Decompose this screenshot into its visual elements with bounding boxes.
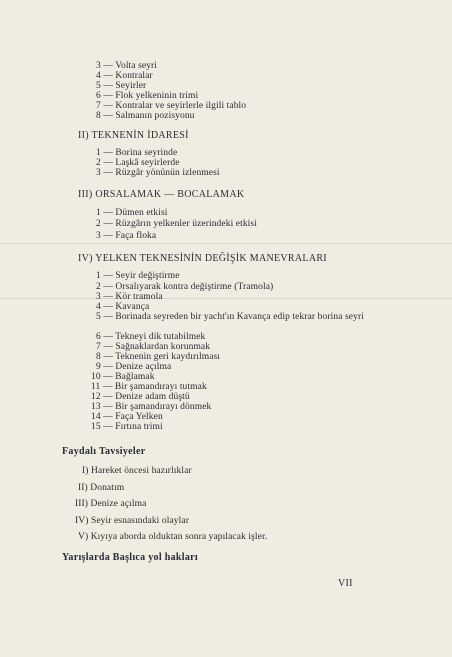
toc-item: 1 — Seyir değiştirme — [96, 271, 180, 281]
toc-item: 10 — Bağlamak — [91, 372, 155, 382]
toc-item: 3 — Rüzgâr yönünün izlenmesi — [96, 168, 220, 178]
toc-item: I) Hareket öncesi hazırlıklar — [82, 466, 192, 476]
toc-item: 5 — Borinada seyreden bir yacht'ın Kavança edip tekrar borina seyri — [96, 312, 364, 322]
section-heading: III) ORSALAMAK — BOCALAMAK — [78, 189, 245, 200]
toc-item: 3 — Faça floka — [96, 231, 157, 241]
section-heading: IV) YELKEN TEKNESİNİN DEĞİŞİK MANEVRALARI — [78, 253, 327, 264]
toc-item: III) Denize açılma — [75, 499, 147, 509]
toc-item: 6 — Tekneyi dik tutabilmek — [96, 332, 206, 342]
toc-item: 13 — Bir şamandırayı dönmek — [91, 402, 212, 412]
toc-item: 3 — Volta seyri — [96, 61, 158, 71]
toc-item: 7 — Sağnaklardan korunmak — [96, 342, 211, 352]
section-heading: Faydalı Tavsiyeler — [62, 446, 146, 457]
section-heading: II) TEKNENİN İDARESİ — [78, 130, 189, 141]
toc-item: 14 — Faça Yelken — [91, 412, 163, 422]
toc-item: V) Kıyıya aborda olduktan sonra yapılacak işler. — [78, 532, 268, 542]
toc-item: 12 — Denize adam düştü — [91, 392, 190, 402]
toc-item: II) Donatım — [78, 483, 125, 493]
toc-item: 2 — Rüzgârın yelkenler üzerindeki etkisi — [96, 219, 257, 229]
toc-item: 1 — Borina seyrinde — [96, 148, 178, 158]
toc-item: 4 — Kontralar — [96, 71, 153, 81]
toc-item: 15 — Fırtına trimi — [91, 422, 163, 432]
toc-item: 9 — Denize açılma — [96, 362, 172, 372]
toc-item: IV) Seyir esnasındaki olaylar — [75, 516, 189, 526]
section-heading: Yarışlarda Başlıca yol hakları — [62, 552, 198, 563]
toc-item: 4 — Kavança — [96, 302, 150, 312]
toc-item: 8 — Teknenin geri kaydırılması — [96, 352, 221, 362]
toc-item: 11 — Bir şamandırayı tutmak — [91, 382, 207, 392]
toc-item: 5 — Seyirler — [96, 81, 147, 91]
toc-item: 2 — Laşkâ seyirlerde — [96, 158, 180, 168]
toc-item: 7 — Kontralar ve seyirlerle ilgili tablo — [96, 101, 247, 111]
toc-item: 2 — Orsalıyarak kontra değiştirme (Tramola) — [96, 282, 274, 292]
toc-item: 3 — Kör tramola — [96, 292, 163, 302]
toc-item: 8 — Salmanın pozisyonu — [96, 111, 195, 121]
toc-item: 1 — Dümen etkisi — [96, 208, 168, 218]
page-fold-line — [0, 243, 452, 244]
page-fold-line — [0, 298, 452, 299]
toc-item: 6 — Flok yelkeninin trimi — [96, 91, 199, 101]
page-number: VII — [338, 578, 353, 589]
